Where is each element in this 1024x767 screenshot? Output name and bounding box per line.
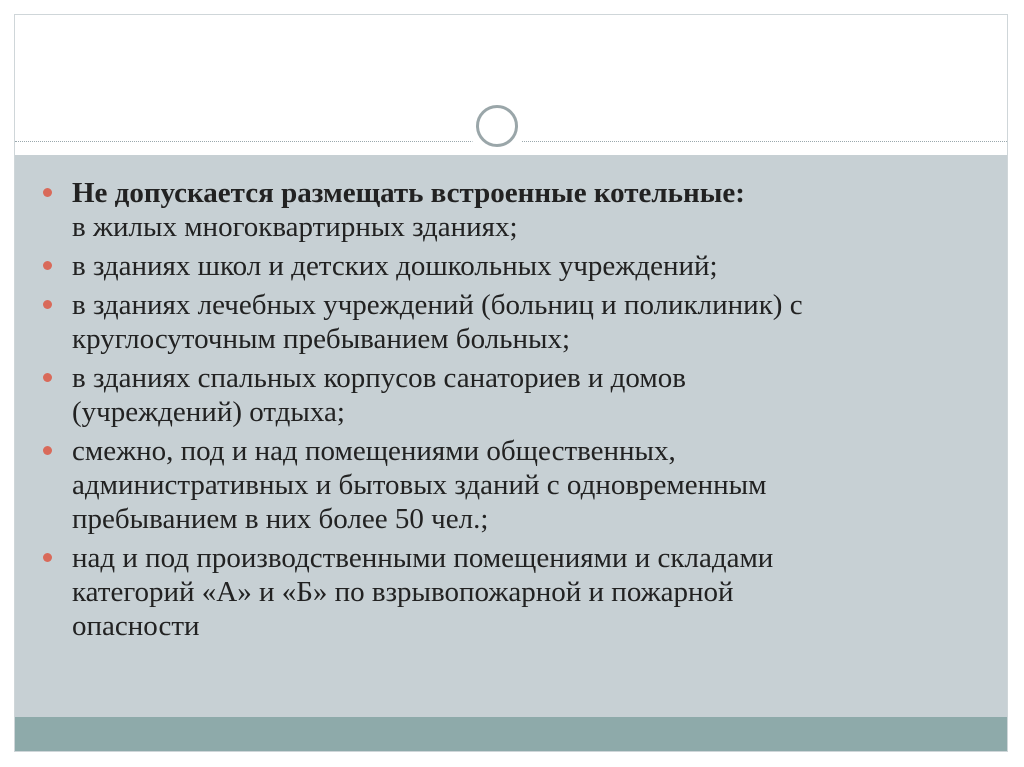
bullet-dot-icon	[43, 261, 52, 270]
bullet-dot-icon	[43, 188, 52, 197]
footer-band	[15, 717, 1007, 752]
bullet-text-line: круглосуточным пребыванием больных;	[72, 323, 570, 355]
bullet-text-line: категорий «А» и «Б» по взрывопожарной и пожарной	[72, 576, 734, 608]
bullet-text-line: смежно, под и над помещениями общественных,	[72, 435, 676, 467]
bullet-dot-icon	[43, 373, 52, 382]
bullet-text-line: (учреждений) отдыха;	[72, 396, 345, 428]
bullet-heading: Не допускается размещать встроенные котельные:	[72, 177, 745, 209]
bullet-dot-icon	[43, 446, 52, 455]
bullet-text-line: в зданиях лечебных учреждений (больниц и поликлиник) с	[72, 289, 803, 321]
bullet-text-line: в зданиях спальных корпусов санаториев и домов	[72, 362, 686, 394]
bullet-text: в жилых многоквартирных зданиях;	[72, 211, 518, 243]
bullet-item	[40, 288, 980, 356]
bullet-item	[40, 541, 980, 643]
circle-ornament-icon	[468, 97, 526, 155]
bullet-text-line: административных и бытовых зданий с одновременным	[72, 469, 767, 501]
ornament-ring	[476, 105, 518, 147]
bullet-text: в зданиях школ и детских дошкольных учреждений;	[72, 250, 718, 282]
bullet-item	[40, 361, 980, 429]
bullet-text-line: опасности	[72, 610, 200, 642]
bullet-list	[40, 176, 980, 648]
bullet-item	[40, 176, 980, 244]
bullet-dot-icon	[43, 300, 52, 309]
bullet-text-line: пребыванием в них более 50 чел.;	[72, 503, 489, 535]
bullet-item	[40, 249, 980, 283]
bullet-item	[40, 434, 980, 536]
bullet-dot-icon	[43, 553, 52, 562]
bullet-text-line: над и под производственными помещениями и складами	[72, 542, 774, 574]
